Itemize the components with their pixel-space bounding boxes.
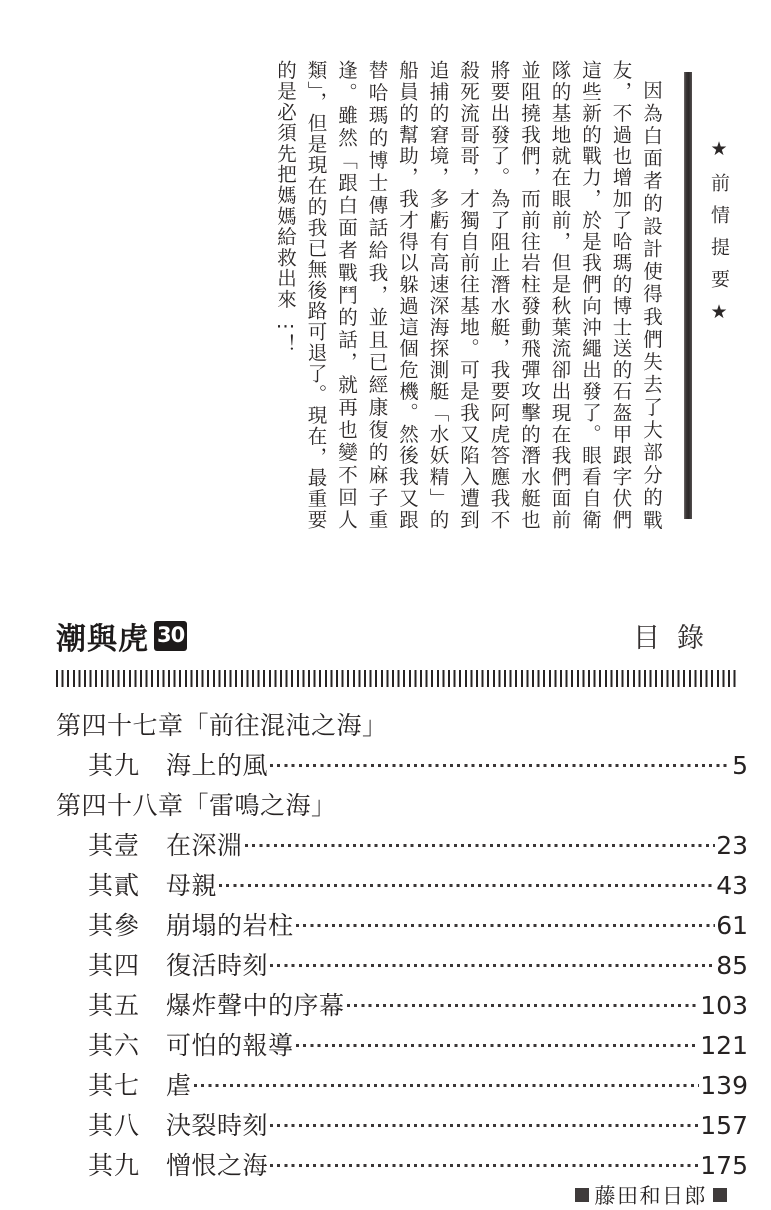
toc-entry-number: 其九 bbox=[88, 751, 141, 780]
toc-entry-title: 憎恨之海 bbox=[166, 1151, 269, 1180]
toc-list bbox=[56, 706, 748, 1186]
toc-entry[interactable] bbox=[56, 1106, 748, 1146]
toc-dot-leader bbox=[270, 1109, 699, 1134]
toc-page-number: 23 bbox=[716, 831, 748, 860]
toc-entry-title: 母親 bbox=[166, 871, 218, 900]
toc-page-number: 103 bbox=[700, 991, 748, 1020]
volume-number-badge: 30 bbox=[154, 621, 187, 651]
toc-page-number: 61 bbox=[716, 911, 748, 940]
toc-entry[interactable] bbox=[56, 826, 748, 866]
toc-chapter-heading: 第四十八章「雷鳴之海」 bbox=[56, 791, 337, 820]
toc-dot-leader bbox=[270, 749, 731, 774]
square-bullet-icon bbox=[713, 1188, 727, 1202]
toc-entry-title: 決裂時刻 bbox=[166, 1111, 269, 1140]
author-name: 藤田和日郎 bbox=[594, 1184, 707, 1208]
book-title-text: 潮與虎 bbox=[56, 622, 149, 657]
toc-entry-number: 其參 bbox=[88, 911, 141, 940]
author-credit-footer bbox=[575, 1180, 728, 1210]
toc-dot-leader bbox=[270, 949, 715, 974]
preface-heading: ★前情提要★ bbox=[708, 138, 730, 336]
toc-entry-number: 其七 bbox=[88, 1071, 141, 1100]
toc-title-row bbox=[56, 614, 738, 660]
toc-entry-number: 其五 bbox=[88, 991, 141, 1020]
toc-entry[interactable] bbox=[56, 946, 748, 986]
toc-dot-leader bbox=[270, 1149, 699, 1174]
book-title bbox=[56, 614, 187, 658]
barcode-divider bbox=[56, 670, 738, 687]
toc-entry-title: 崩塌的岩柱 bbox=[166, 911, 294, 940]
toc-page-number: 85 bbox=[716, 951, 748, 980]
toc-entry-number: 其壹 bbox=[88, 831, 141, 860]
toc-entry[interactable] bbox=[56, 906, 748, 946]
toc-entry-number: 其八 bbox=[88, 1111, 141, 1140]
toc-entry-number: 其九 bbox=[88, 1151, 141, 1180]
toc-entry-number: 其四 bbox=[88, 951, 141, 980]
toc-entry[interactable] bbox=[56, 986, 748, 1026]
toc-entry[interactable] bbox=[56, 1066, 748, 1106]
vertical-rule-divider bbox=[684, 72, 692, 519]
toc-page-number: 5 bbox=[732, 751, 748, 780]
toc-entry[interactable] bbox=[56, 1026, 748, 1066]
toc-page-number: 121 bbox=[700, 1031, 748, 1060]
toc-dot-leader bbox=[219, 869, 715, 894]
toc-page-number: 43 bbox=[716, 871, 748, 900]
toc-entry-title: 可怕的報導 bbox=[166, 1031, 294, 1060]
toc-dot-leader bbox=[296, 1029, 700, 1054]
toc-entry[interactable] bbox=[56, 746, 748, 786]
toc-entry-title: 在深淵 bbox=[166, 831, 243, 860]
toc-dot-leader bbox=[194, 1069, 700, 1094]
preface-section bbox=[0, 0, 771, 560]
toc-chapter-heading: 第四十七章「前往混沌之海」 bbox=[56, 711, 388, 740]
toc-entry[interactable] bbox=[56, 866, 748, 906]
toc-entry-title: 爆炸聲中的序幕 bbox=[166, 991, 345, 1020]
toc-dot-leader bbox=[347, 989, 700, 1014]
toc-dot-leader bbox=[245, 829, 716, 854]
square-bullet-icon bbox=[575, 1188, 589, 1202]
toc-entry-title: 海上的風 bbox=[166, 751, 269, 780]
toc-page-number: 175 bbox=[700, 1151, 748, 1180]
preface-body-text bbox=[40, 60, 666, 530]
table-of-contents-label: 目錄 bbox=[633, 623, 721, 654]
toc-page-number: 139 bbox=[700, 1071, 748, 1100]
toc-entry-title: 復活時刻 bbox=[166, 951, 269, 980]
toc-page-number: 157 bbox=[700, 1111, 748, 1140]
toc-entry-number: 其六 bbox=[88, 1031, 141, 1060]
toc-entry-number: 其貳 bbox=[88, 871, 141, 900]
preface-paragraph: 因為白面者的設計使得我們失去了大部分的戰友，不過也增加了哈瑪的博士送的石盔甲跟字伏們這些新的戰力，於是我們向沖繩出發了。眼看自衛隊的基地就在眼前，但是秋葉流卻出現在我們面前並阻撓我們，而前往岩柱發動飛彈攻擊的潛水艇也將要出發了。為了阻止潛水艇，我要阿虎答應我不殺死流哥哥，才獨自前往基地。可是我又陷入遭到追捕的窘境，多虧有高速深海探測艇「水妖精」的船員的幫助，我才得以躲過這個危機。然後我又跟替哈瑪的博士傳話給我，並且已經康復的麻子重逢。雖然「跟白面者戰鬥的話，就再也變不回人類」，但是現在的我已無後路可退了。現在，最重要的是必須先把媽媽給救出來…！ bbox=[274, 60, 663, 530]
toc-entry-title: 虐 bbox=[166, 1071, 192, 1100]
toc-dot-leader bbox=[296, 909, 716, 934]
